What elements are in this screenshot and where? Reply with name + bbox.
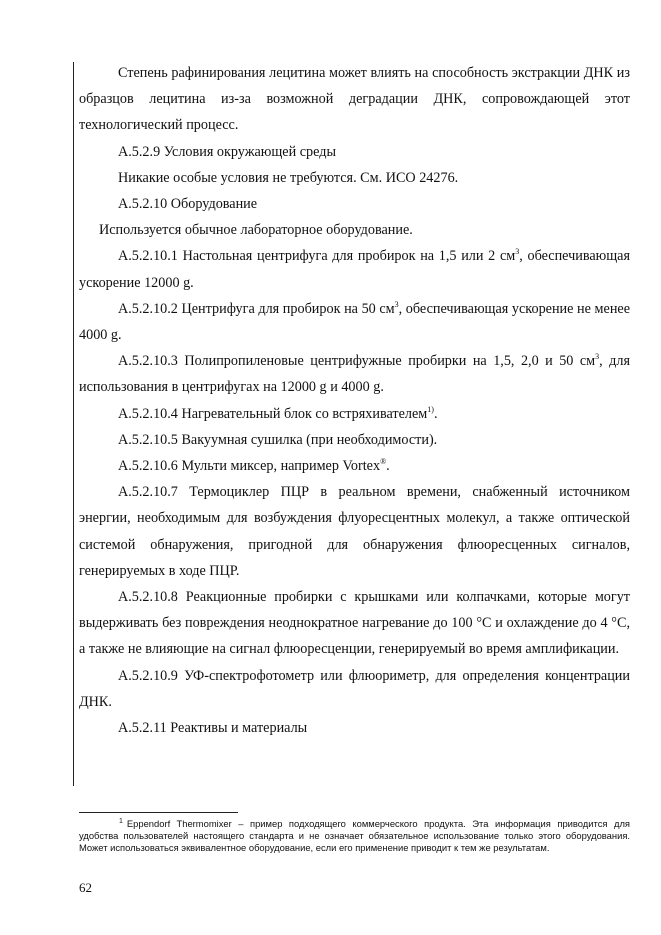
item-reaction-tubes: А.5.2.10.8 Реакционные пробирки с крышками или колпачками, которые могут выдерживать без повреждения неоднократное нагревание до 100 °С и охлаждение до 4 °С, а также не влияющие на сигнал флюоресценции, генерируемый во время амплификации. bbox=[79, 589, 630, 658]
revision-margin-bar bbox=[73, 62, 74, 786]
paragraph-lecithin-refining: Степень рафинирования лецитина может влиять на способность экстракции ДНК из образцов лецитина из-за возможной деградации ДНК, сопровождающей этот технологический процесс. bbox=[79, 65, 630, 134]
item-spectrophotometer: А.5.2.10.9 УФ-спектрофотометр или флюориметр, для определения концентрации ДНК. bbox=[79, 667, 630, 710]
paragraph-environment: Никакие особые условия не требуются. См. ИСО 24276. bbox=[118, 169, 459, 186]
item-tubes: А.5.2.10.3 Полипропиленовые центрифужные пробирки на 1,5, 2,0 и 50 $см^3$, для использования в центрифугах на 12000 g и 4000 g. bbox=[79, 352, 630, 396]
item-mixer: А.5.2.10.6 Мульти миксер, например Vortex®. bbox=[118, 457, 390, 475]
page-number: 62 bbox=[79, 880, 92, 895]
footnote-marker: 1 bbox=[119, 818, 123, 825]
item-thermocycler: А.5.2.10.7 Термоциклер ПЦР в реальном времени, снабженный источником энергии, необходимым для возбуждения флуоресцентных молекул, а также оптической системой обнаружения, пригодной для обнаружения флюоресценных сигналов, генерируемых в ходе ПЦР. bbox=[79, 484, 630, 579]
item-centrifuge-50: А.5.2.10.2 Центрифуга для пробирок на 50 $см^3$, обеспечивающая ускорение не менее 4000 g. bbox=[79, 299, 631, 344]
item-vacuum-dryer: А.5.2.10.5 Вакуумная сушилка (при необходимости). bbox=[118, 431, 438, 448]
document-body bbox=[79, 60, 630, 741]
footnote-text: Eppendorf Thermomixer – пример подходящего коммерческого продукта. Эта информация приводится для удобства пользователей настоящего стандарта и не означает обязательное использование только этого оборудования. Может использоваться эквивалентное оборудование, если его применение приводит к тем же результатам. bbox=[79, 818, 630, 854]
item-heating-block: А.5.2.10.4 Нагревательный блок со встряхивателем$^{1)}$. bbox=[118, 404, 438, 422]
footnote bbox=[79, 818, 630, 854]
paragraph-equipment: Используется обычное лабораторное оборудование. bbox=[99, 222, 413, 239]
heading-environment: А.5.2.9 Условия окружающей среды bbox=[118, 143, 336, 160]
item-benchtop-centrifuge: А.5.2.10.1 Настольная центрифуга для пробирок на 1,5 или 2 $см^3$, обеспечивающая ускорение 12000 g. bbox=[79, 247, 630, 291]
heading-equipment: А.5.2.10 Оборудование bbox=[118, 196, 258, 213]
footnote-divider bbox=[79, 812, 238, 813]
heading-reagents: А.5.2.11 Реактивы и материалы bbox=[118, 720, 308, 737]
